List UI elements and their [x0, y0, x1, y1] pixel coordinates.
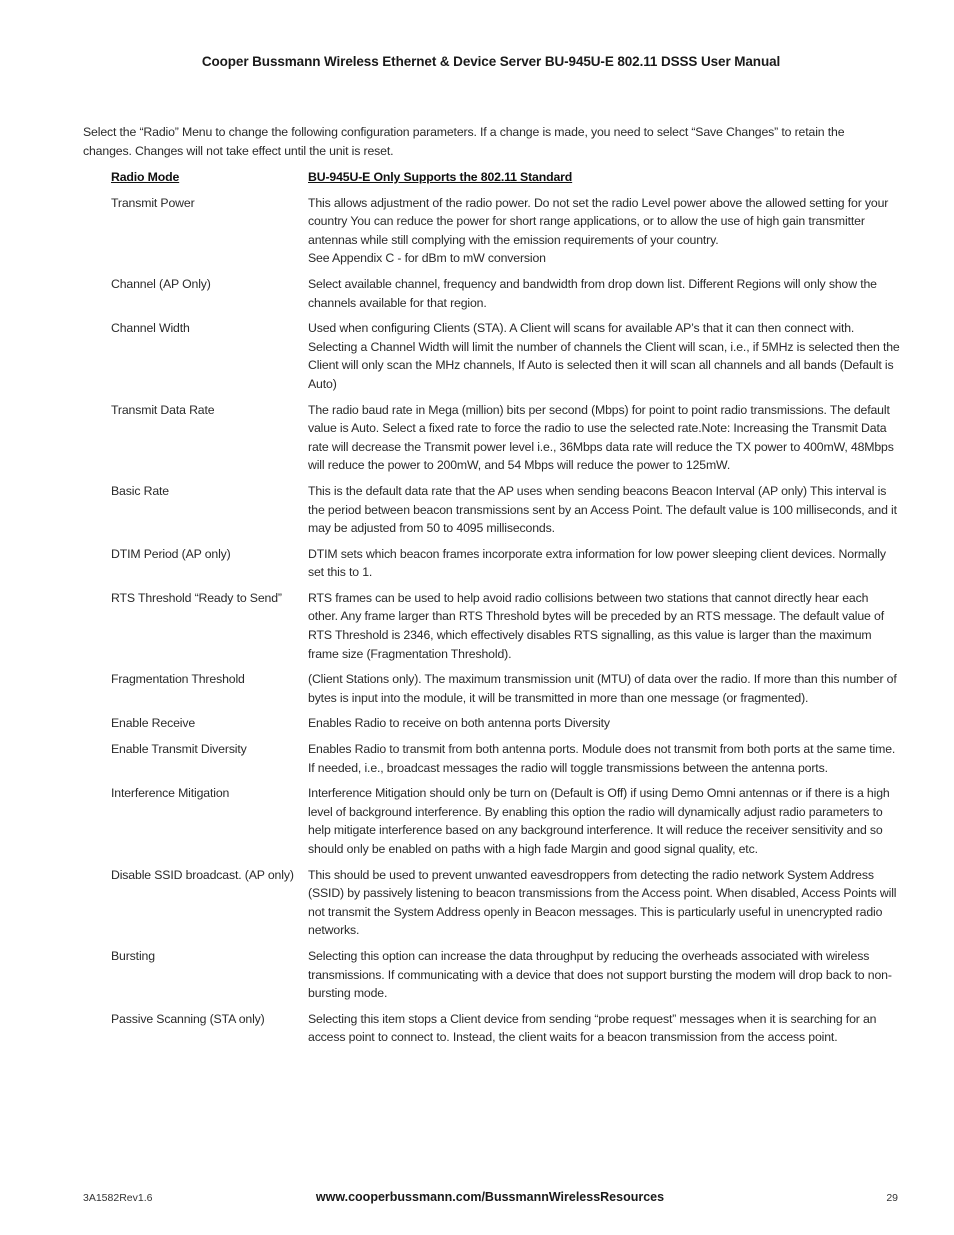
row-label: Channel (AP Only)	[111, 276, 211, 291]
row-label: RTS Threshold “Ready to Send”	[111, 590, 282, 605]
row-desc-line: This should be used to prevent unwanted eavesdroppers from detecting the radio network System Address (SSID) by passively listening to beacon transmissions from the Access point. When disabled, Access Points will not transmit the System Address openly in Beacon messages. This is particularly useful in unencrypted radio networks.	[308, 867, 897, 938]
row-desc	[308, 482, 901, 538]
table-row	[111, 1010, 901, 1047]
row-desc	[308, 740, 901, 777]
row-label: Fragmentation Threshold	[111, 672, 245, 687]
row-desc	[308, 275, 901, 312]
row-desc-line: RTS frames can be used to help avoid radio collisions between two stations that cannot directly hear each other. Any frame larger than RTS Threshold bytes will be preceded by an RTS message. The default value of RTS Threshold is 2346, which effectively disables RTS signalling, as this value is larger than the maximum frame size (Fragmentation Threshold).	[308, 590, 884, 661]
row-label: Basic Rate	[111, 483, 169, 498]
table-header-desc: BU-945U-E Only Supports the 802.11 Standard	[308, 170, 573, 184]
row-label: Transmit Power	[111, 195, 195, 210]
table-row	[111, 947, 901, 1003]
row-desc-line: The radio baud rate in Mega (million) bits per second (Mbps) for point to point radio transmissions. The default value is Auto. Select a fixed rate to force the radio to use the selected rate.Note: Increasing the Transmit Data rate will decrease the Transmit power level i.e., 36Mbps data rate will reduce the TX power to 400mW, 48Mbps will reduce the power to 200mW, and 54 Mbps will reduce the power to 125mW.	[308, 402, 894, 473]
table-header-row	[111, 168, 901, 187]
row-label: Bursting	[111, 948, 155, 963]
footer-page-number: 29	[886, 1192, 898, 1204]
row-desc-line: Enables Radio to receive on both antenna ports Diversity	[308, 716, 610, 731]
table-row	[111, 275, 901, 312]
row-label: Interference Mitigation	[111, 786, 230, 801]
row-desc-line: (Client Stations only). The maximum transmission unit (MTU) of data over the radio. If more than this number of bytes is input into the module, it will be transmitted in more than one message (or fragmented).	[308, 672, 897, 705]
page-header-title: Cooper Bussmann Wireless Ethernet & Device Server BU-945U-E 802.11 DSSS User Manual	[201, 54, 781, 69]
table-row	[111, 194, 901, 268]
footer-website: www.cooperbussmann.com/BussmannWirelessResources	[315, 1190, 665, 1204]
row-desc	[308, 401, 901, 475]
table-row	[111, 866, 901, 940]
row-desc-line: This is the default data rate that the AP uses when sending beacons Beacon Interval (AP only) This interval is the period between beacon transmissions sent by an Access Point. The default value is 100 milliseconds, and it may be adjusted from 50 to 4095 milliseconds.	[308, 483, 897, 536]
row-desc-line: See Appendix C - for dBm to mW conversion	[308, 251, 546, 266]
row-desc-line: Interference Mitigation should only be turn on (Default is Off) if using Demo Omni antennas or if there is a high level of background interference. By enabling this option the radio will dynamically adjust radio parameters to help mitigate interference based on any background interference. It will reduce the receiver sensitivity and so should only be enabled on paths with a high fade Margin and good signal quality, etc.	[308, 786, 890, 856]
row-desc-line: DTIM sets which beacon frames incorporate extra information for low power sleeping client devices. Normally set this to 1.	[308, 546, 886, 580]
row-label: Passive Scanning (STA only)	[111, 1011, 265, 1026]
row-desc	[308, 1010, 901, 1047]
row-desc	[308, 194, 901, 268]
row-desc	[308, 589, 901, 663]
row-label: Channel Width	[111, 321, 190, 336]
row-desc	[308, 670, 901, 707]
table-row	[111, 401, 901, 475]
row-desc	[308, 545, 901, 582]
table-row	[111, 784, 901, 858]
table-row	[111, 740, 901, 777]
footer-doc-code: 3A1582Rev1.6	[83, 1192, 153, 1204]
intro-paragraph: Select the “Radio” Menu to change the following configuration parameters. If a change is made, you need to select “Save Changes” to retain the changes. Changes will not take effect until the unit is reset.	[83, 125, 845, 158]
row-desc-line: Select available channel, frequency and bandwidth from drop down list. Different Regions will only show the channels available for that region.	[308, 276, 877, 310]
table-row	[111, 545, 901, 582]
row-desc	[308, 866, 901, 940]
row-label: Transmit Data Rate	[111, 402, 215, 417]
row-desc-line: Selecting this item stops a Client device from sending “probe request” messages when it is searching for an access point to connect to. Instead, the client waits for a beacon transmission from the access point.	[308, 1011, 877, 1045]
table-row	[111, 670, 901, 707]
row-label: Enable Transmit Diversity	[111, 742, 247, 757]
row-label: Enable Receive	[111, 716, 196, 731]
row-desc	[308, 947, 901, 1003]
row-desc-line: This allows adjustment of the radio power. Do not set the radio Level power above the allowed setting for your country You can reduce the power for short range applications, or to allow the use of high gain transmitter antennas while still complying with the emission requirements of your country.	[308, 195, 889, 247]
row-desc-line: Selecting this option can increase the data throughput by reducing the overheads associated with wireless transmissions. If communicating with a device that does not support bursting the modem will drop back to non-bursting mode.	[308, 948, 892, 1001]
row-desc-line: Enables Radio to transmit from both antenna ports. Module does not transmit from both ports at the same time. If needed, i.e., broadcast messages the radio will toggle transmissions between the antenna ports.	[308, 742, 896, 775]
row-desc-line: Used when configuring Clients (STA). A Client will scans for available AP’s that it can then connect with. Selecting a Channel Width will limit the number of channels the Client will scan, i.e., if 5MHz is selected then the Client will only scan the MHz channels, If Auto is selected then it will scan all channels and all bands (Default is Auto)	[308, 321, 900, 391]
table-row	[111, 482, 901, 538]
row-desc	[308, 714, 901, 733]
table-header-label: Radio Mode	[111, 170, 180, 184]
row-label: DTIM Period (AP only)	[111, 546, 231, 561]
table-row	[111, 714, 901, 733]
table-row	[111, 319, 901, 393]
row-desc	[308, 784, 901, 858]
row-label: Disable SSID broadcast. (AP only)	[111, 867, 294, 882]
radio-parameters-table	[111, 168, 901, 1047]
table-row	[111, 589, 901, 663]
row-desc	[308, 319, 901, 393]
